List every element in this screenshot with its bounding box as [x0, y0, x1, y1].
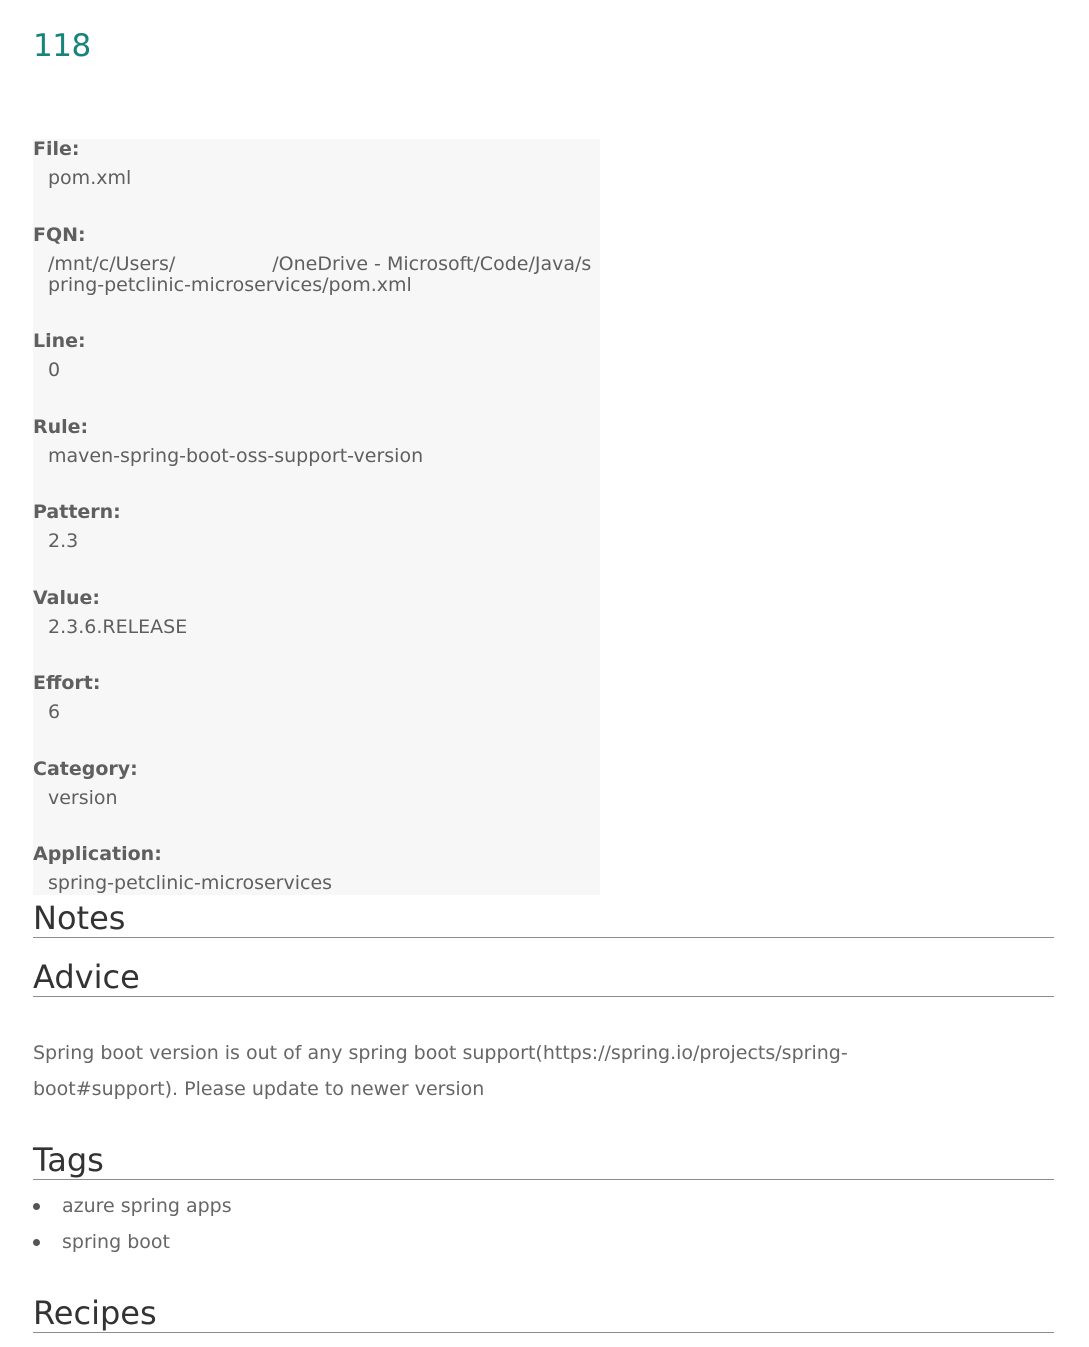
notes-heading: Notes: [33, 900, 1054, 938]
issue-details-panel: [33, 139, 600, 895]
field-fqn: [33, 225, 600, 296]
issue-id: 118: [33, 28, 91, 64]
field-value: [33, 588, 600, 638]
field-label-application: Application:: [33, 843, 162, 865]
field-value-file: pom.xml: [48, 167, 132, 189]
field-label-category: Category:: [33, 758, 138, 780]
field-label-effort: Effort:: [33, 672, 101, 694]
field-value-line: 0: [48, 359, 61, 381]
field-file: [33, 139, 600, 189]
field-label-file: File:: [33, 138, 80, 160]
field-value-category: version: [48, 787, 118, 809]
field-label-value: Value:: [33, 587, 101, 609]
field-value-pattern: 2.3: [48, 530, 79, 552]
bullet-icon: [33, 1203, 40, 1210]
bullet-icon: [33, 1239, 40, 1246]
tag-item: [33, 1224, 232, 1260]
field-value-rule: maven-spring-boot-oss-support-version: [48, 445, 424, 467]
field-label-fqn: FQN:: [33, 224, 86, 246]
field-value-value: 2.3.6.RELEASE: [48, 616, 188, 638]
field-label-rule: Rule:: [33, 416, 89, 438]
recipes-heading: Recipes: [33, 1295, 1054, 1333]
fqn-path-start: /mnt/c/Users/: [48, 253, 176, 275]
advice-text: Spring boot version is out of any spring boot support(https://spring.io/projects/spring-boot#support). Please update to newer version: [33, 1042, 848, 1100]
field-value-fqn: [48, 254, 598, 296]
tag-label: azure spring apps: [62, 1195, 232, 1217]
field-line: [33, 331, 600, 381]
tags-heading: Tags: [33, 1142, 1054, 1180]
field-value-effort: 6: [48, 701, 61, 723]
field-pattern: [33, 502, 600, 552]
advice-heading: Advice: [33, 959, 1054, 997]
field-value-application: spring-petclinic-microservices: [48, 872, 333, 894]
field-effort: [33, 673, 600, 723]
tag-item: [33, 1188, 232, 1224]
tag-label: spring boot: [62, 1231, 170, 1253]
fqn-path-end: /OneDrive - Microsoft/Code/Java/spring-petclinic-microservices/pom.xml: [48, 253, 592, 296]
field-label-pattern: Pattern:: [33, 501, 121, 523]
field-label-line: Line:: [33, 330, 86, 352]
tags-list: [33, 1188, 232, 1260]
field-application: [33, 844, 600, 894]
field-category: [33, 759, 600, 809]
field-rule: [33, 417, 600, 467]
